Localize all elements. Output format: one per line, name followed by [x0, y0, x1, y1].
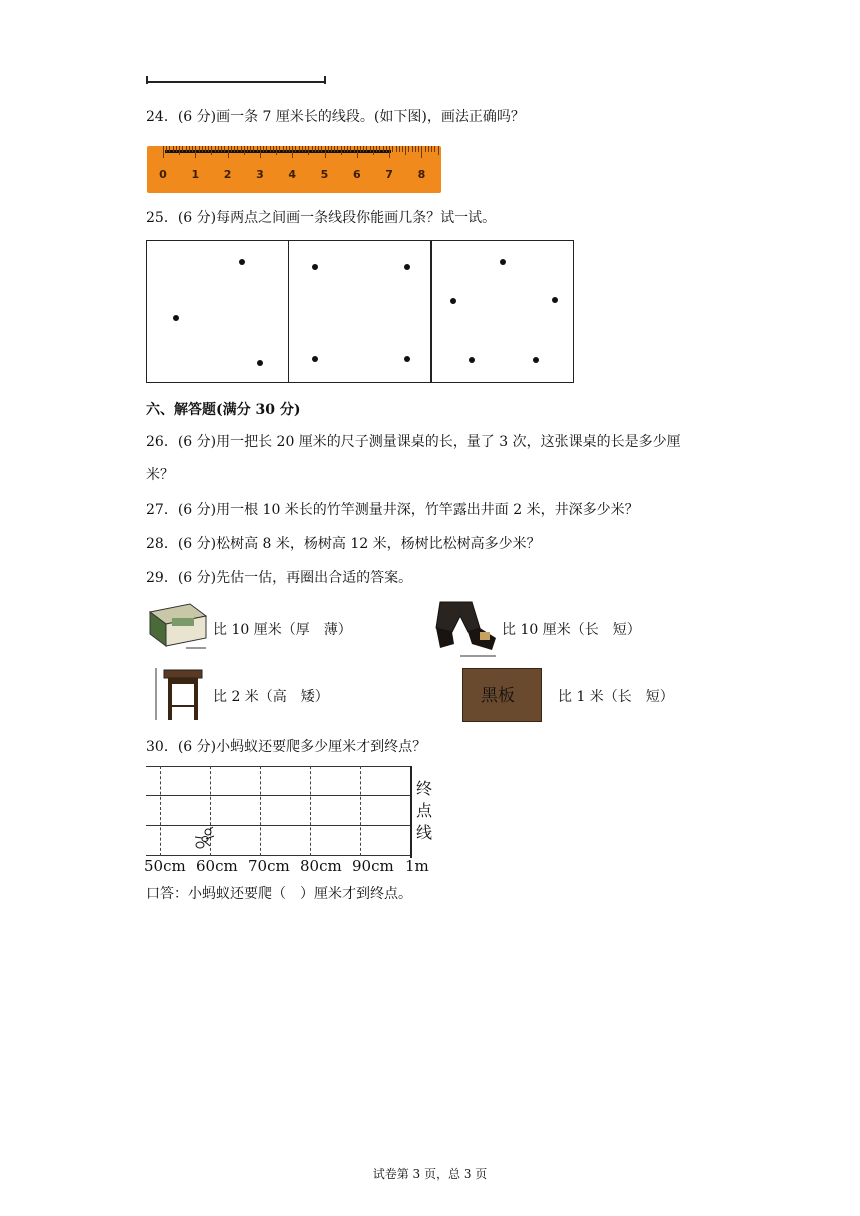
ruler-tick: [208, 146, 209, 152]
ruler-tick: [337, 146, 338, 152]
ruler-tick: [308, 146, 309, 155]
ruler-tick: [247, 146, 248, 152]
ruler-tick: [231, 146, 232, 152]
pants-image: [432, 598, 498, 658]
ruler-tick: [292, 146, 293, 158]
ruler-tick: [405, 146, 406, 155]
ruler-tick: [383, 146, 384, 152]
ruler-tick: [376, 146, 377, 152]
ruler-tick: [328, 146, 329, 152]
scale-70cm: 70cm: [248, 857, 290, 875]
ruler-tick: [431, 146, 432, 152]
ruler-tick: [415, 146, 416, 152]
ruler-tick: [350, 146, 351, 152]
ruler-tick: [189, 146, 190, 152]
section-title: 六、解答题(满分 30 分): [146, 402, 301, 418]
option-stool: 比 2 米（高 矮）: [213, 689, 329, 705]
distance-grid: [146, 766, 433, 856]
ruler-tick: [402, 146, 403, 152]
option-book: 比 10 厘米（厚 薄）: [213, 622, 352, 638]
ruler-tick: [344, 146, 345, 152]
ruler-tick: [221, 146, 222, 152]
ruler-tick: [363, 146, 364, 152]
ruler-tick: [299, 146, 300, 152]
segment-right-end: [324, 76, 326, 84]
dot-box-1: [146, 240, 289, 383]
dot: [239, 259, 245, 265]
ruler-tick: [347, 146, 348, 152]
ruler-tick: [425, 146, 426, 152]
grid-line: [146, 766, 410, 767]
ruler-number: 2: [223, 168, 232, 181]
ruler-tick: [289, 146, 290, 152]
scale-60cm: 60cm: [196, 857, 238, 875]
ant-icon: [192, 826, 218, 852]
ruler-number: 7: [385, 168, 393, 181]
ruler-tick: [305, 146, 306, 152]
option-pants: 比 10 厘米（长 短）: [502, 622, 641, 638]
blackboard-image: [462, 668, 542, 722]
ruler-tick: [302, 146, 303, 152]
ruler-tick: [176, 146, 177, 152]
book-image: [146, 602, 210, 652]
segment-line: [146, 81, 326, 83]
ruler-tick: [279, 146, 280, 152]
ruler-tick: [234, 146, 235, 152]
ruler-tick: [357, 146, 358, 158]
scale-1m: 1m: [405, 857, 429, 875]
ruler-tick: [266, 146, 267, 152]
finish-label: 终点线: [416, 779, 433, 842]
question-24: 24．(6 分)画一条 7 厘米长的线段。(如下图)，画法正确吗？: [146, 109, 525, 125]
question-28: 28．(6 分)松树高 8 米，杨树高 12 米，杨树比松树高多少米？: [146, 536, 541, 552]
ruler-tick: [260, 146, 261, 158]
ruler-tick: [237, 146, 238, 152]
ruler-number: 6: [352, 168, 361, 181]
dot: [533, 357, 539, 363]
ruler-tick: [179, 146, 180, 155]
ruler-tick: [379, 146, 380, 152]
ruler-tick: [334, 146, 335, 152]
ruler-tick: [250, 146, 251, 152]
question-26-line1: 26．(6 分)用一把长 20 厘米的尺子测量课桌的长，量了 3 次，这张课桌的长是多少厘: [146, 434, 681, 450]
dot: [552, 297, 558, 303]
ruler-tick: [412, 146, 413, 152]
segment-left-end: [146, 76, 148, 84]
ruler-image: [147, 146, 441, 193]
ruler-tick: [373, 146, 374, 155]
dot: [404, 264, 410, 270]
ruler-tick: [438, 146, 439, 155]
ruler-tick: [396, 146, 397, 152]
ruler-tick: [286, 146, 287, 152]
ruler-tick: [325, 146, 326, 158]
ruler-tick: [218, 146, 219, 152]
ruler-tick: [224, 146, 225, 152]
ruler-tick: [370, 146, 371, 152]
ruler-tick: [331, 146, 332, 152]
ruler-tick: [244, 146, 245, 155]
ruler-tick: [205, 146, 206, 152]
ruler-number: 1: [191, 168, 200, 181]
dot: [404, 356, 410, 362]
blackboard-label: 黑板: [481, 686, 515, 706]
ruler-number: 3: [256, 168, 264, 181]
ruler-tick: [163, 146, 164, 158]
ruler-number: 4: [288, 168, 297, 181]
ruler-number: 8: [417, 168, 426, 181]
dot: [450, 298, 456, 304]
ruler-number: 5: [320, 168, 329, 181]
grid-line: [146, 795, 410, 796]
ruler-tick: [341, 146, 342, 155]
dot: [257, 360, 263, 366]
ruler-tick: [312, 146, 313, 152]
ruler-tick: [392, 146, 393, 152]
scale-50cm: 50cm: [144, 857, 186, 875]
dot: [469, 357, 475, 363]
ruler-tick: [360, 146, 361, 152]
ruler-tick: [386, 146, 387, 152]
ruler-tick: [253, 146, 254, 152]
option-blackboard: 比 1 米（长 短）: [558, 689, 674, 705]
question-29: 29．(6 分)先估一估，再圈出合适的答案。: [146, 570, 413, 586]
ruler-tick: [354, 146, 355, 152]
grid-divider: [160, 766, 161, 856]
ruler-tick: [195, 146, 196, 158]
ruler-tick: [257, 146, 258, 152]
scale-90cm: 90cm: [352, 857, 394, 875]
ruler-tick: [228, 146, 229, 158]
ruler-tick: [399, 146, 400, 152]
question-25: 25．(6 分)每两点之间画一条线段你能画几条？试一试。: [146, 210, 497, 226]
ruler-tick: [295, 146, 296, 152]
ruler-tick: [366, 146, 367, 152]
grid-line: [146, 855, 410, 856]
ruler-tick: [428, 146, 429, 152]
stool-image: [150, 666, 210, 724]
ruler-tick: [434, 146, 435, 152]
dot-box-3: [431, 240, 574, 383]
ruler-tick: [276, 146, 277, 155]
question-30: 30．(6 分)小蚂蚁还要爬多少厘米才到终点？: [146, 739, 427, 755]
ruler-tick: [273, 146, 274, 152]
dot-box-2: [288, 240, 431, 383]
question-27: 27．(6 分)用一根 10 米长的竹竿测量井深，竹竿露出井面 2 米，井深多少米？: [146, 502, 639, 518]
dot: [500, 259, 506, 265]
ruler-tick: [215, 146, 216, 152]
grid-divider: [360, 766, 361, 856]
ruler-tick: [192, 146, 193, 152]
scale-80cm: 80cm: [300, 857, 342, 875]
ruler-tick: [211, 146, 212, 155]
ruler-tick: [173, 146, 174, 152]
finish-line: [410, 766, 412, 858]
page-footer: 试卷第 3 页，总 3 页: [372, 1167, 488, 1181]
grid-divider: [260, 766, 261, 856]
ruler-tick: [418, 146, 419, 152]
ruler-tick: [421, 146, 422, 158]
ruler-tick: [263, 146, 264, 152]
ruler-tick: [241, 146, 242, 152]
ruler-tick: [186, 146, 187, 152]
ruler-tick: [408, 146, 409, 152]
dot: [312, 356, 318, 362]
ruler-tick: [321, 146, 322, 152]
ruler-tick: [166, 146, 167, 152]
dot: [312, 264, 318, 270]
ruler-tick: [169, 146, 170, 152]
question-26-line2: 米？: [146, 467, 174, 483]
ruler-tick: [389, 146, 390, 158]
ruler-tick: [283, 146, 284, 152]
grid-divider: [310, 766, 311, 856]
ruler-tick: [270, 146, 271, 152]
dot: [173, 315, 179, 321]
ruler-number: 0: [159, 168, 167, 181]
grid-line: [146, 825, 410, 826]
question-30-answer: 口答：小蚂蚁还要爬（ ）厘米才到终点。: [146, 886, 412, 902]
ruler-tick: [318, 146, 319, 152]
ruler-tick: [182, 146, 183, 152]
ruler-tick: [202, 146, 203, 152]
ruler-tick: [199, 146, 200, 152]
ruler-tick: [315, 146, 316, 152]
